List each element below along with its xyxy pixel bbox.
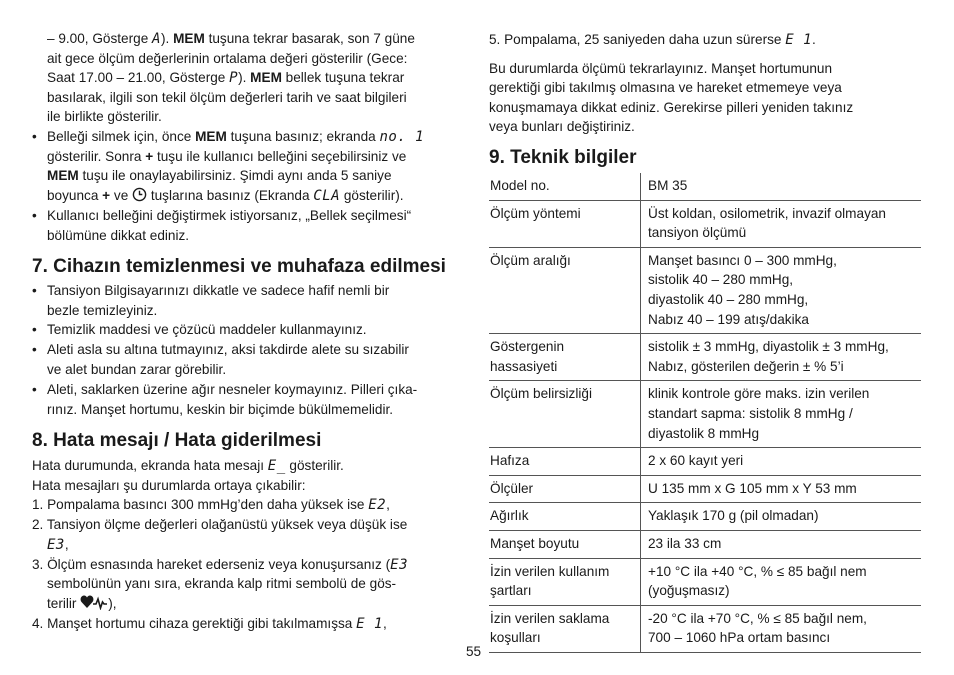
spec-value-line: diyastolik 40 – 280 mmHg, — [648, 291, 809, 307]
text-line: veya bunları değiştiriniz. — [489, 119, 635, 134]
spec-label — [489, 475, 641, 503]
spec-value-line: Manşet basıncı 0 – 300 mmHg, — [648, 252, 837, 268]
spec-label-line: Ölçüm belirsizliği — [490, 386, 592, 402]
spec-label — [489, 448, 641, 476]
spec-label-line: Ölçüm aralığı — [490, 252, 571, 268]
spec-value-line: BM 35 — [648, 178, 688, 193]
list-item: 2. Tansiyon ölçme değerleri olağanüstü yüksek veya düşük ise — [32, 517, 408, 532]
mem-key-label: MEM — [250, 70, 282, 85]
spec-label-line: koşulları — [490, 630, 541, 646]
spec-label-line: şartları — [490, 583, 532, 599]
text-line: bölümüne dikkat ediniz. — [47, 228, 190, 243]
text-line: Aleti asla su altına tutmayınız, aksi takdirde alete su sızabilir — [47, 342, 409, 357]
spec-label — [489, 173, 641, 200]
spec-label — [489, 247, 641, 333]
spec-value-line: Yaklaşık 170 g (pil olmadan) — [648, 508, 819, 524]
table-row — [489, 475, 921, 503]
text-line: Hata durumunda, ekranda hata mesajı E_ gösterilir. — [32, 456, 344, 477]
text-line: ve alet bundan zarar görebilir. — [47, 362, 227, 377]
display-symbol: A — [152, 31, 161, 47]
spec-label-line: Manşet boyutu — [490, 535, 580, 551]
display-symbol: no. 1 — [379, 129, 425, 145]
text-line: ile birlikte gösterilir. — [47, 109, 162, 124]
display-symbol: E2 — [368, 497, 387, 513]
spec-value-line: tansiyon ölçümü — [648, 225, 747, 241]
page-number: 55 — [466, 644, 482, 659]
spec-value — [641, 448, 922, 476]
spec-value — [641, 247, 922, 333]
table-row — [489, 200, 921, 247]
text-line: bezle temizleyiniz. — [47, 303, 158, 318]
table-row — [489, 558, 921, 605]
spec-label-line: Göstergenin — [490, 339, 565, 355]
section-heading: 7. Cihazın temizlenmesi ve muhafaza edilmesi — [32, 256, 446, 277]
text-line: Hata mesajları şu durumlarda ortaya çıkabilir: — [32, 478, 306, 493]
table-row — [489, 381, 921, 448]
list-item: 1. Pompalama basıncı 300 mmHg’den daha yüksek ise E2, — [32, 495, 390, 516]
spec-label-line: Hafıza — [490, 453, 530, 469]
spec-label — [489, 334, 641, 381]
text-line: Temizlik maddesi ve çözücü maddeler kullanmayınız. — [47, 322, 367, 337]
spec-value-line: U 135 mm x G 105 mm x Y 53 mm — [648, 480, 857, 496]
spec-value — [641, 173, 922, 200]
text-line: MEM tuşu ile onaylayabilirsiniz. Şimdi aynı anda 5 saniye — [47, 168, 392, 183]
display-symbol: E 1 — [356, 616, 383, 632]
text-line: terilir ), — [47, 594, 117, 616]
table-row — [489, 605, 921, 652]
mem-key-label: MEM — [173, 31, 205, 46]
display-symbol: E3 — [47, 537, 65, 553]
display-symbol: E_ — [267, 458, 286, 474]
text-line: – 9.00, Gösterge A). MEM tuşuna tekrar basarak, son 7 güne — [47, 29, 415, 50]
spec-value-line: 2 x 60 kayıt yeri — [648, 453, 744, 469]
text-line: Aleti, saklarken üzerine ağır nesneler koymayınız. Pilleri çıka- — [47, 382, 418, 397]
spec-table — [489, 173, 921, 653]
spec-label — [489, 200, 641, 247]
spec-value — [641, 558, 922, 605]
spec-label-line: Ağırlık — [490, 508, 529, 524]
spec-value — [641, 530, 922, 558]
display-symbol: E 1 — [785, 32, 813, 48]
text-line: basılarak, ilgili son tekil ölçüm değerleri tarih ve saat bilgileri — [47, 90, 407, 105]
text-line: gerektiği gibi takılmış olmasına ve hareket etmemeye veya — [489, 80, 842, 95]
list-item: 5. Pompalama, 25 saniyeden daha uzun sürerse E 1. — [489, 30, 816, 51]
bullet-icon: • — [32, 129, 37, 144]
display-symbol: P — [229, 70, 239, 86]
clock-icon — [132, 187, 147, 208]
text-line: boyunca + ve tuşlarına basınız (Ekranda CLA gösterilir). — [47, 186, 404, 208]
bullet-icon: • — [32, 382, 37, 397]
table-row — [489, 334, 921, 381]
spec-label-line: Ölçüm yöntemi — [490, 205, 581, 221]
spec-label-line: hassasiyeti — [490, 358, 558, 374]
spec-value-line: Nabız, gösterilen değerin ± % 5’i — [648, 358, 844, 374]
text-line: gösterilir. Sonra + tuşu ile kullanıcı belleğini seçebilirsiniz ve — [47, 149, 407, 164]
spec-label-line: İzin verilen kullanım — [490, 563, 610, 579]
spec-value-line: klinik kontrole göre maks. izin verilen — [648, 386, 870, 402]
spec-value — [641, 200, 922, 247]
bullet-icon: • — [32, 283, 37, 298]
spec-label — [489, 605, 641, 652]
text-line: konuşmamaya dikkat ediniz. Gerekirse pilleri yeniden takınız — [489, 100, 854, 115]
bullet-icon: • — [32, 342, 37, 357]
bullet-icon: • — [32, 322, 37, 337]
list-item: 3. Ölçüm esnasında hareket ederseniz veya konuşursanız (E3 — [32, 555, 408, 576]
spec-value-line: 23 ila 33 cm — [648, 535, 722, 551]
text-line: Saat 17.00 – 21.00, Gösterge P). MEM bellek tuşuna tekrar — [47, 68, 404, 89]
spec-label — [489, 558, 641, 605]
table-row — [489, 530, 921, 558]
heart-rhythm-icon — [80, 594, 108, 616]
section-heading: 9. Teknik bilgiler — [489, 147, 637, 168]
spec-value-line: standart sapma: sistolik 8 mmHg / — [648, 405, 853, 421]
text-line: Belleği silmek için, önce MEM tuşuna basınız; ekranda no. 1 — [47, 127, 424, 148]
table-row — [489, 173, 921, 200]
spec-value-line: +10 °C ila +40 °C, % ≤ 85 bağıl nem — [648, 563, 867, 579]
table-row — [489, 448, 921, 476]
text-line: sembolünün yanı sıra, ekranda kalp ritmi sembolü de gös- — [47, 576, 397, 591]
text-line: Tansiyon Bilgisayarınızı dikkatle ve sadece hafif nemli bir — [47, 283, 390, 298]
spec-value — [641, 605, 922, 652]
spec-label-line: Ölçüler — [490, 480, 534, 496]
table-row — [489, 247, 921, 333]
spec-value-line: sistolik ± 3 mmHg, diyastolik ± 3 mmHg, — [648, 339, 889, 355]
spec-value-line: Üst koldan, osilometrik, invazif olmayan — [648, 205, 886, 221]
spec-value-line: (yoğuşmasız) — [648, 583, 730, 599]
list-item: 4. Manşet hortumu cihaza gerektiği gibi takılmamışsa E 1, — [32, 614, 387, 635]
spec-value-line: sistolik 40 – 280 mmHg, — [648, 272, 794, 288]
spec-value-line: 700 – 1060 hPa ortam basıncı — [648, 630, 831, 646]
text-line: Kullanıcı belleğini değiştirmek istiyorsanız, „Bellek seçilmesi“ — [47, 208, 412, 223]
table-row — [489, 503, 921, 531]
spec-value-line: -20 °C ila +70 °C, % ≤ 85 bağıl nem, — [648, 610, 867, 626]
spec-label — [489, 381, 641, 448]
spec-label — [489, 530, 641, 558]
text-line: rınız. Manşet hortumu, keskin bir biçimde bükülmemelidir. — [47, 402, 394, 417]
spec-value — [641, 503, 922, 531]
spec-label — [489, 503, 641, 531]
display-symbol: E3 — [390, 557, 409, 573]
text-line: Bu durumlarda ölçümü tekrarlayınız. Manşet hortumunun — [489, 61, 833, 76]
section-heading: 8. Hata mesajı / Hata giderilmesi — [32, 430, 322, 451]
spec-value-line: diyastolik 8 mmHg — [648, 425, 760, 441]
bullet-icon: • — [32, 208, 37, 223]
spec-value — [641, 381, 922, 448]
display-symbol: CLA — [313, 188, 341, 204]
spec-value-line: Nabız 40 – 199 atış/dakika — [648, 311, 809, 327]
spec-label-line: Model no. — [490, 178, 550, 193]
text-line: ait gece ölçüm değerlerinin ortalama değeri gösterilir (Gece: — [47, 51, 408, 66]
spec-label-line: İzin verilen saklama — [490, 610, 610, 626]
spec-value — [641, 334, 922, 381]
spec-value — [641, 475, 922, 503]
text-line: E3, — [47, 535, 69, 556]
